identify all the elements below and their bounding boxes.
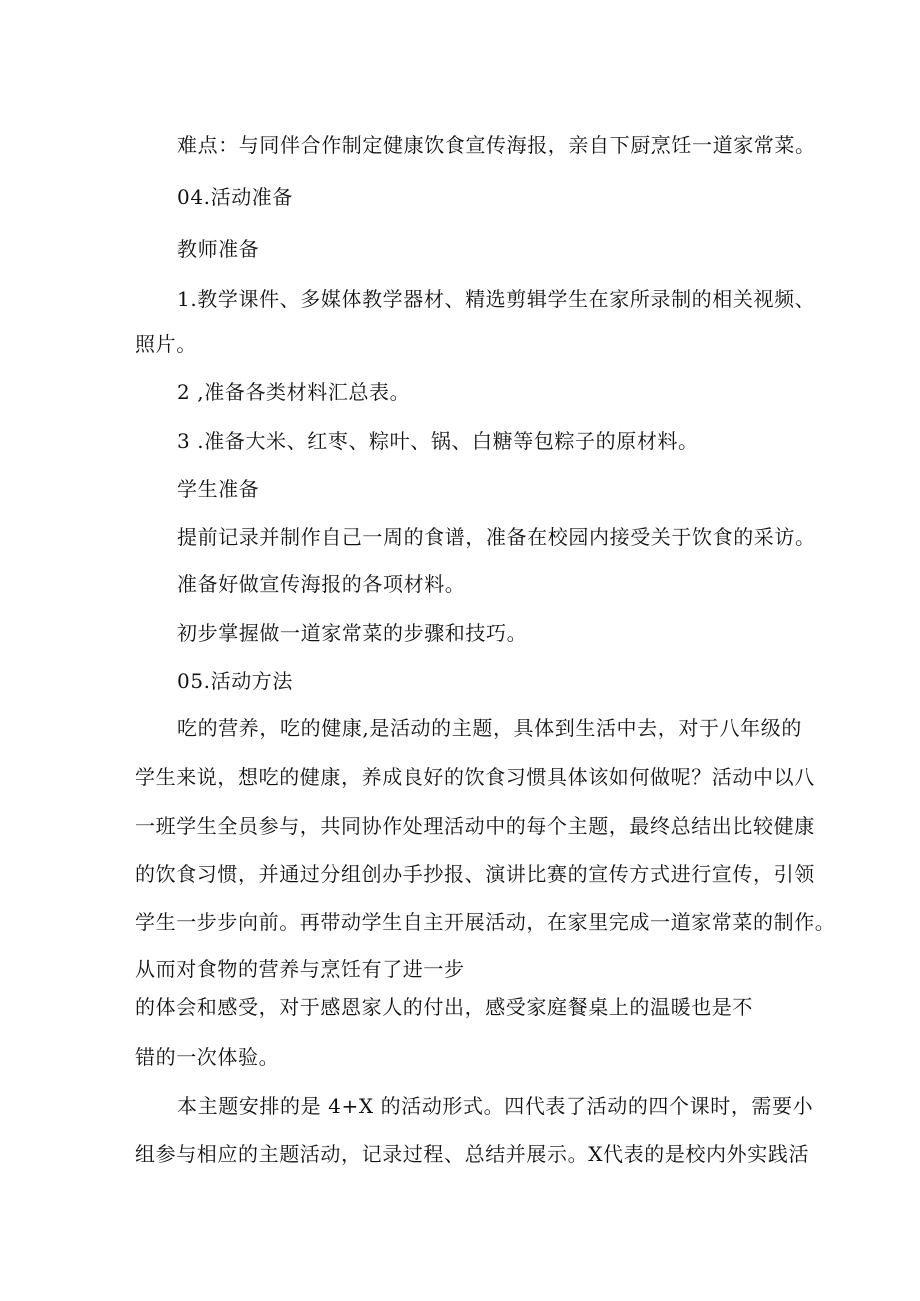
teacher-item-1-cont: 照片。 [135,332,197,356]
method-line: 学生一步步向前。再带动学生自主开展活动，在家里完成一道家常菜的制作。 [135,910,836,934]
teacher-item-2: 2 ,准备各类材料汇总表。 [177,380,411,404]
difficulty-text: 难点：与同伴合作制定健康饮食宣传海报，亲自下厨烹饪一道家常菜。 [177,133,816,157]
section-04-heading: 04.活动准备 [177,185,294,209]
method-line: 的饮食习惯，并通过分组创办手抄报、演讲比赛的宣传方式进行宣传，引领 [135,862,815,886]
section-05-heading: 05.活动方法 [177,669,294,693]
method-line: 吃的营养，吃的健康,是活动的主题，具体到生活中去，对于八年级的 [177,716,802,740]
form-line: 组参与相应的主题活动，记录过程、总结并展示。X代表的是校内外实践活 [135,1142,810,1166]
student-prep-heading: 学生准备 [177,477,260,501]
student-item-2: 准备好做宣传海报的各项材料。 [177,572,466,596]
student-item-1: 提前记录并制作自己一周的食谱，准备在校园内接受关于饮食的采访。 [177,525,816,549]
teacher-prep-heading: 教师准备 [177,237,260,261]
teacher-item-3: 3 .准备大米、红枣、粽叶、锅、白糖等包粽子的原材料。 [177,429,699,453]
teacher-item-1: 1.教学课件、多媒体教学器材、精选剪辑学生在家所录制的相关视频、 [177,287,816,311]
method-line: 从而对食物的营养与烹饪有了进一步 [135,957,465,981]
student-item-3: 初步掌握做一道家常菜的步骤和技巧。 [177,621,528,645]
method-line: 学生来说，想吃的健康，养成良好的饮食习惯具体该如何做呢？活动中以八 [135,765,815,789]
method-line: 错的一次体验。 [135,1045,280,1069]
method-line: 的体会和感受，对于感恩家人的付出，感受家庭餐桌上的温暖也是不 [135,995,753,1019]
method-line: 一班学生全员参与，共同协作处理活动中的每个主题，最终总结出比较健康 [135,814,815,838]
form-line: 本主题安排的是 4+X 的活动形式。四代表了活动的四个课时，需要小 [177,1094,814,1118]
